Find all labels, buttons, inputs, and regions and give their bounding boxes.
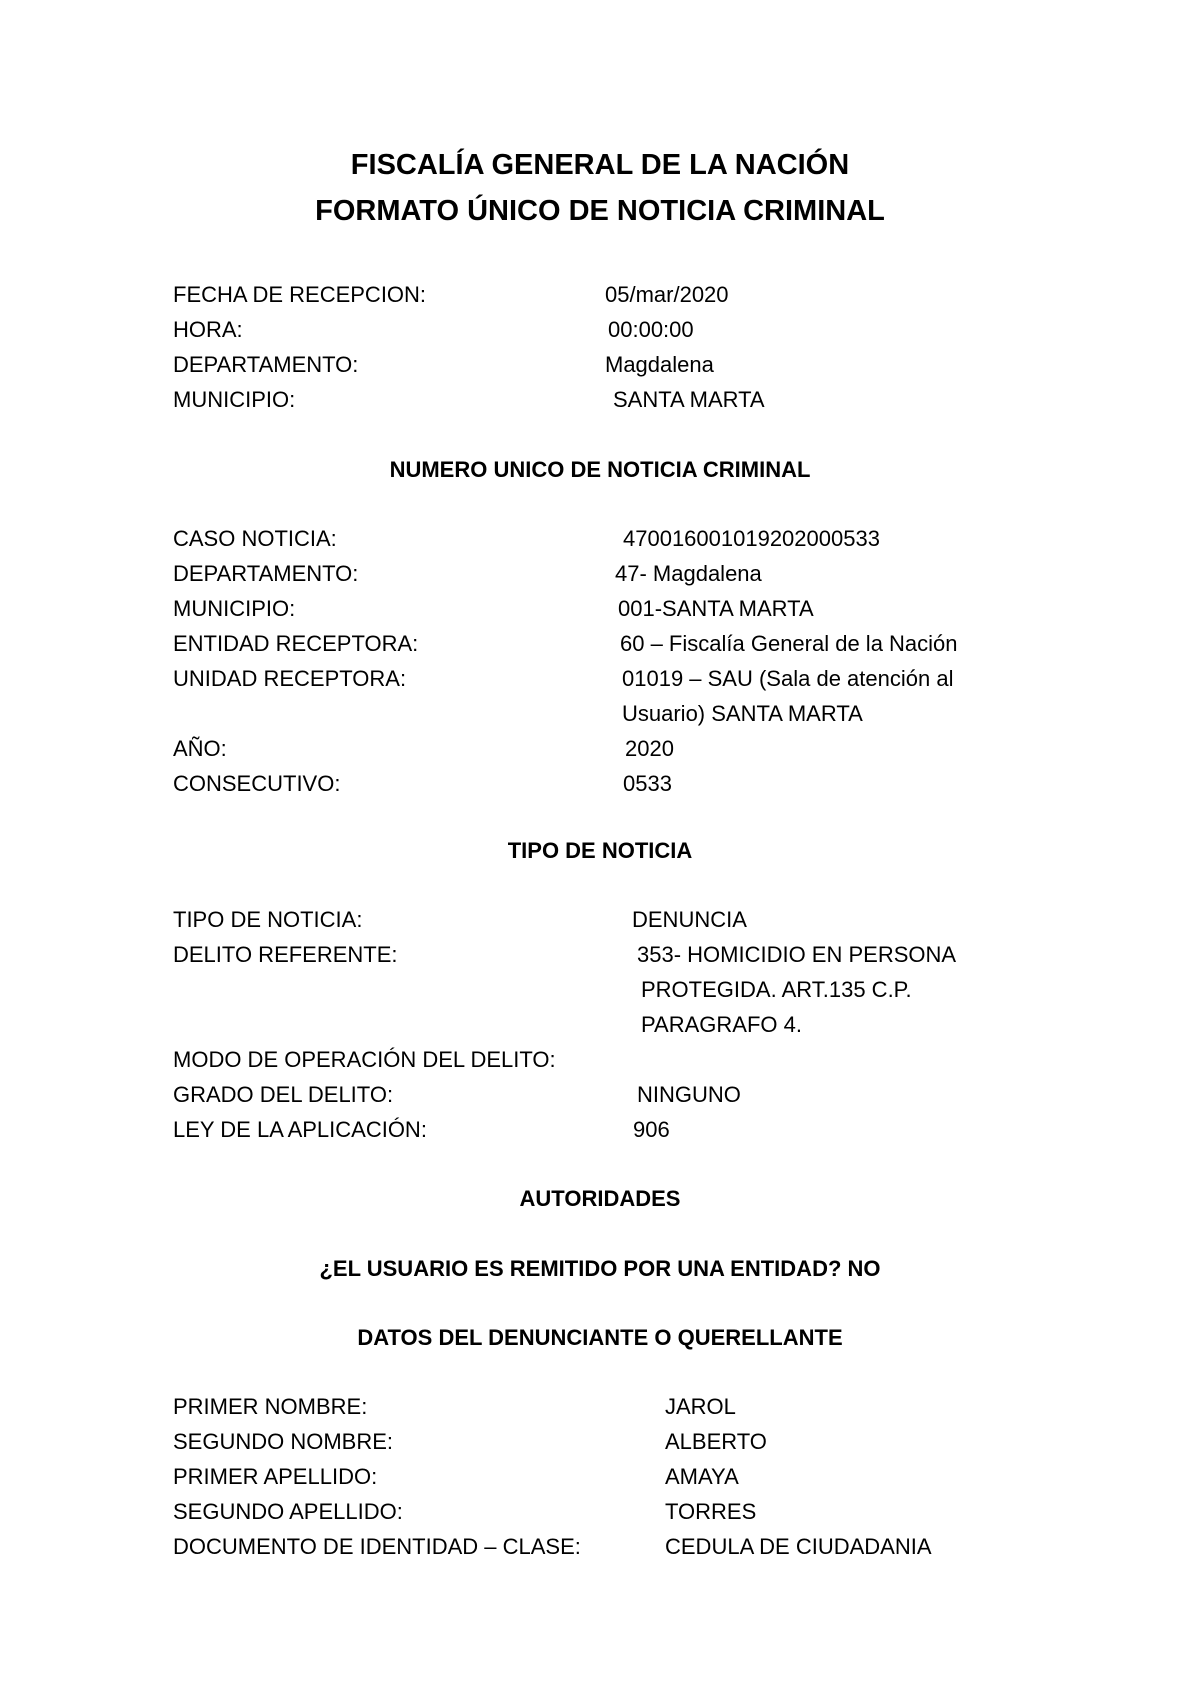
delito-referente-value-line1: 353- HOMICIDIO EN PERSONA	[637, 942, 957, 967]
delito-referente-value-line3: PARAGRAFO 4.	[641, 1012, 802, 1037]
fecha-recepcion-value: 05/mar/2020	[605, 282, 729, 307]
ley-aplicacion-value: 906	[633, 1117, 670, 1142]
documento-identidad-label: DOCUMENTO DE IDENTIDAD – CLASE:	[173, 1534, 581, 1559]
departamento-label: DEPARTAMENTO:	[173, 352, 359, 377]
nunc-heading: NUMERO UNICO DE NOTICIA CRIMINAL	[389, 457, 811, 482]
primer-apellido-value: AMAYA	[665, 1464, 739, 1489]
primer-apellido-label: PRIMER APELLIDO:	[173, 1464, 378, 1489]
consecutivo-label: CONSECUTIVO:	[173, 771, 341, 796]
primer-nombre-label: PRIMER NOMBRE:	[173, 1394, 368, 1419]
primer-nombre-value: JAROL	[665, 1394, 736, 1419]
municipio-value: SANTA MARTA	[613, 387, 765, 412]
autoridades-heading: AUTORIDADES	[519, 1186, 681, 1211]
documento-identidad-value: CEDULA DE CIUDADANIA	[665, 1534, 932, 1559]
segundo-nombre-value: ALBERTO	[665, 1429, 767, 1454]
tipo-noticia-value: DENUNCIA	[632, 907, 747, 932]
document-title-line1: FISCALÍA GENERAL DE LA NACIÓN	[350, 149, 850, 181]
nunc-departamento-value: 47- Magdalena	[615, 561, 762, 586]
delito-referente-label: DELITO REFERENTE:	[173, 942, 398, 967]
hora-label: HORA:	[173, 317, 243, 342]
segundo-nombre-label: SEGUNDO NOMBRE:	[173, 1429, 394, 1454]
caso-noticia-value: 470016001019202000533	[623, 526, 880, 551]
anio-value: 2020	[625, 736, 674, 761]
tipo-noticia-label: TIPO DE NOTICIA:	[173, 907, 363, 932]
entidad-receptora-value: 60 – Fiscalía General de la Nación	[620, 631, 958, 656]
unidad-receptora-value-line1: 01019 – SAU (Sala de atención al	[622, 666, 954, 691]
delito-referente-value-line2: PROTEGIDA. ART.135 C.P.	[641, 977, 912, 1002]
modo-operacion-label: MODO DE OPERACIÓN DEL DELITO:	[173, 1047, 556, 1072]
ley-aplicacion-label: LEY DE LA APLICACIÓN:	[173, 1117, 427, 1142]
remitido-entidad-question: ¿EL USUARIO ES REMITIDO POR UNA ENTIDAD? NO	[319, 1256, 881, 1281]
entidad-receptora-label: ENTIDAD RECEPTORA:	[173, 631, 419, 656]
nunc-municipio-value: 001-SANTA MARTA	[618, 596, 814, 621]
segundo-apellido-label: SEGUNDO APELLIDO:	[173, 1499, 403, 1524]
tipo-noticia-heading: TIPO DE NOTICIA	[507, 838, 693, 863]
unidad-receptora-value-line2: Usuario) SANTA MARTA	[622, 701, 863, 726]
fecha-recepcion-label: FECHA DE RECEPCION:	[173, 282, 427, 307]
municipio-label: MUNICIPIO:	[173, 387, 296, 412]
nunc-departamento-label: DEPARTAMENTO:	[173, 561, 359, 586]
document-title-line2: FORMATO ÚNICO DE NOTICIA CRIMINAL	[315, 195, 885, 227]
anio-label: AÑO:	[173, 736, 227, 761]
hora-value: 00:00:00	[608, 317, 694, 342]
unidad-receptora-label: UNIDAD RECEPTORA:	[173, 666, 407, 691]
segundo-apellido-value: TORRES	[665, 1499, 757, 1524]
departamento-value: Magdalena	[605, 352, 714, 377]
caso-noticia-label: CASO NOTICIA:	[173, 526, 337, 551]
nunc-municipio-label: MUNICIPIO:	[173, 596, 296, 621]
denunciante-heading: DATOS DEL DENUNCIANTE O QUERELLANTE	[357, 1325, 843, 1350]
grado-delito-label: GRADO DEL DELITO:	[173, 1082, 394, 1107]
consecutivo-value: 0533	[623, 771, 672, 796]
grado-delito-value: NINGUNO	[637, 1082, 741, 1107]
